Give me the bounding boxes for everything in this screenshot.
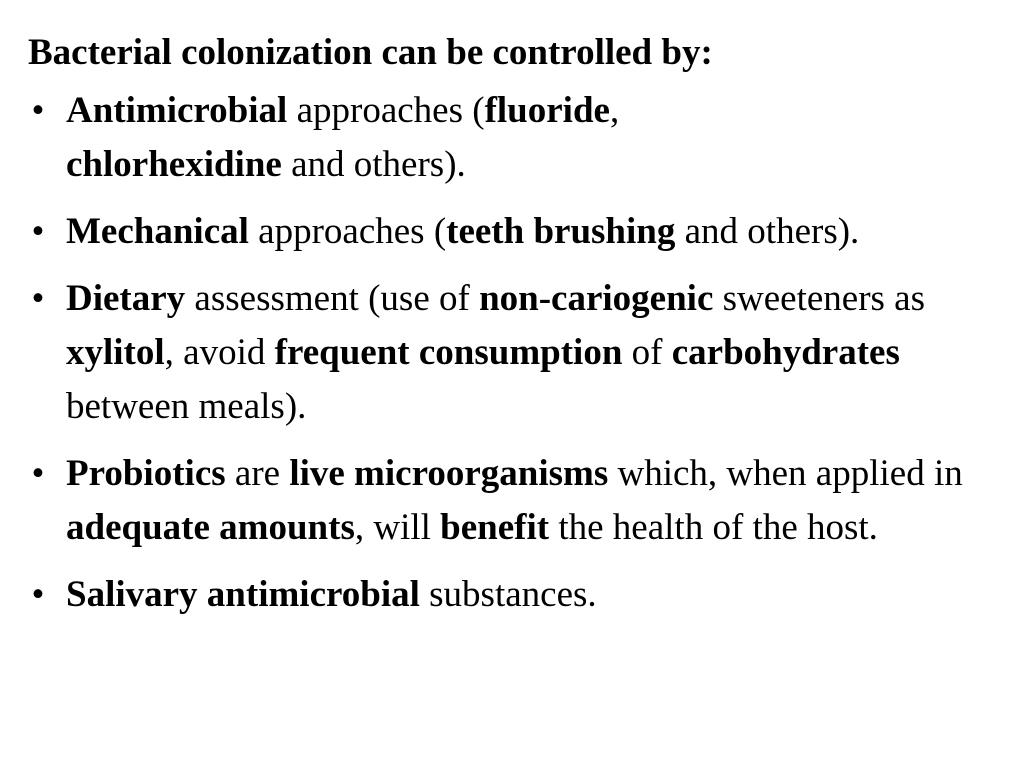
bullet-bold-text: adequate amounts xyxy=(66,507,355,548)
bullet-bold-text: Probiotics xyxy=(66,453,226,494)
bullet-bold-text: live microorganisms xyxy=(289,453,609,494)
bullet-item xyxy=(28,272,998,434)
bullet-text: , avoid xyxy=(164,332,275,373)
bullet-bold-text: teeth brushing xyxy=(446,211,676,252)
bullet-bold-text: Salivary antimicrobial xyxy=(66,574,420,615)
bullet-bold-text: Antimicrobial xyxy=(66,90,288,131)
bullet-bold-text: fluoride xyxy=(484,90,610,131)
bullet-dot-icon: • xyxy=(31,211,45,252)
bullet-text: and others). xyxy=(281,144,466,185)
bullet-text: which, when applied in xyxy=(608,453,963,494)
bullet-bold-text: carbohydrates xyxy=(671,332,900,373)
bullet-item xyxy=(28,84,998,192)
bullet-dot-icon: • xyxy=(31,278,45,319)
bullet-text: between meals). xyxy=(66,386,307,427)
bullet-bold-text: benefit xyxy=(440,507,550,548)
bullet-bold-text: frequent consumption xyxy=(274,332,623,373)
bullet-item xyxy=(28,447,998,555)
bullet-text: are xyxy=(225,453,290,494)
bullet-item xyxy=(28,205,998,259)
bullet-bold-text: Mechanical xyxy=(66,211,249,252)
bullet-text: approaches ( xyxy=(287,90,485,131)
bullet-bold-text: non-cariogenic xyxy=(479,278,714,319)
slide-heading: Bacterial colonization can be controlled by: xyxy=(28,32,713,73)
bullet-list xyxy=(28,84,998,622)
bullet-bold-text: Dietary xyxy=(66,278,186,319)
bullet-dot-icon: • xyxy=(31,574,45,615)
bullet-text: sweeteners as xyxy=(713,278,926,319)
bullet-text: of xyxy=(622,332,672,373)
bullet-text: assessment (use of xyxy=(185,278,480,319)
bullet-dot-icon: • xyxy=(31,90,45,131)
bullet-text: substances. xyxy=(419,574,597,615)
bullet-item xyxy=(28,568,998,622)
bullet-text: the health of the host. xyxy=(549,507,878,548)
bullet-text: approaches ( xyxy=(248,211,447,252)
bullet-text: and others). xyxy=(675,211,860,252)
bullet-text: , will xyxy=(354,507,441,548)
bullet-bold-text: chlorhexidine xyxy=(66,144,282,185)
bullet-bold-text: xylitol xyxy=(66,332,165,373)
slide-content xyxy=(28,26,998,635)
bullet-text: , xyxy=(609,90,620,131)
bullet-dot-icon: • xyxy=(31,453,45,494)
